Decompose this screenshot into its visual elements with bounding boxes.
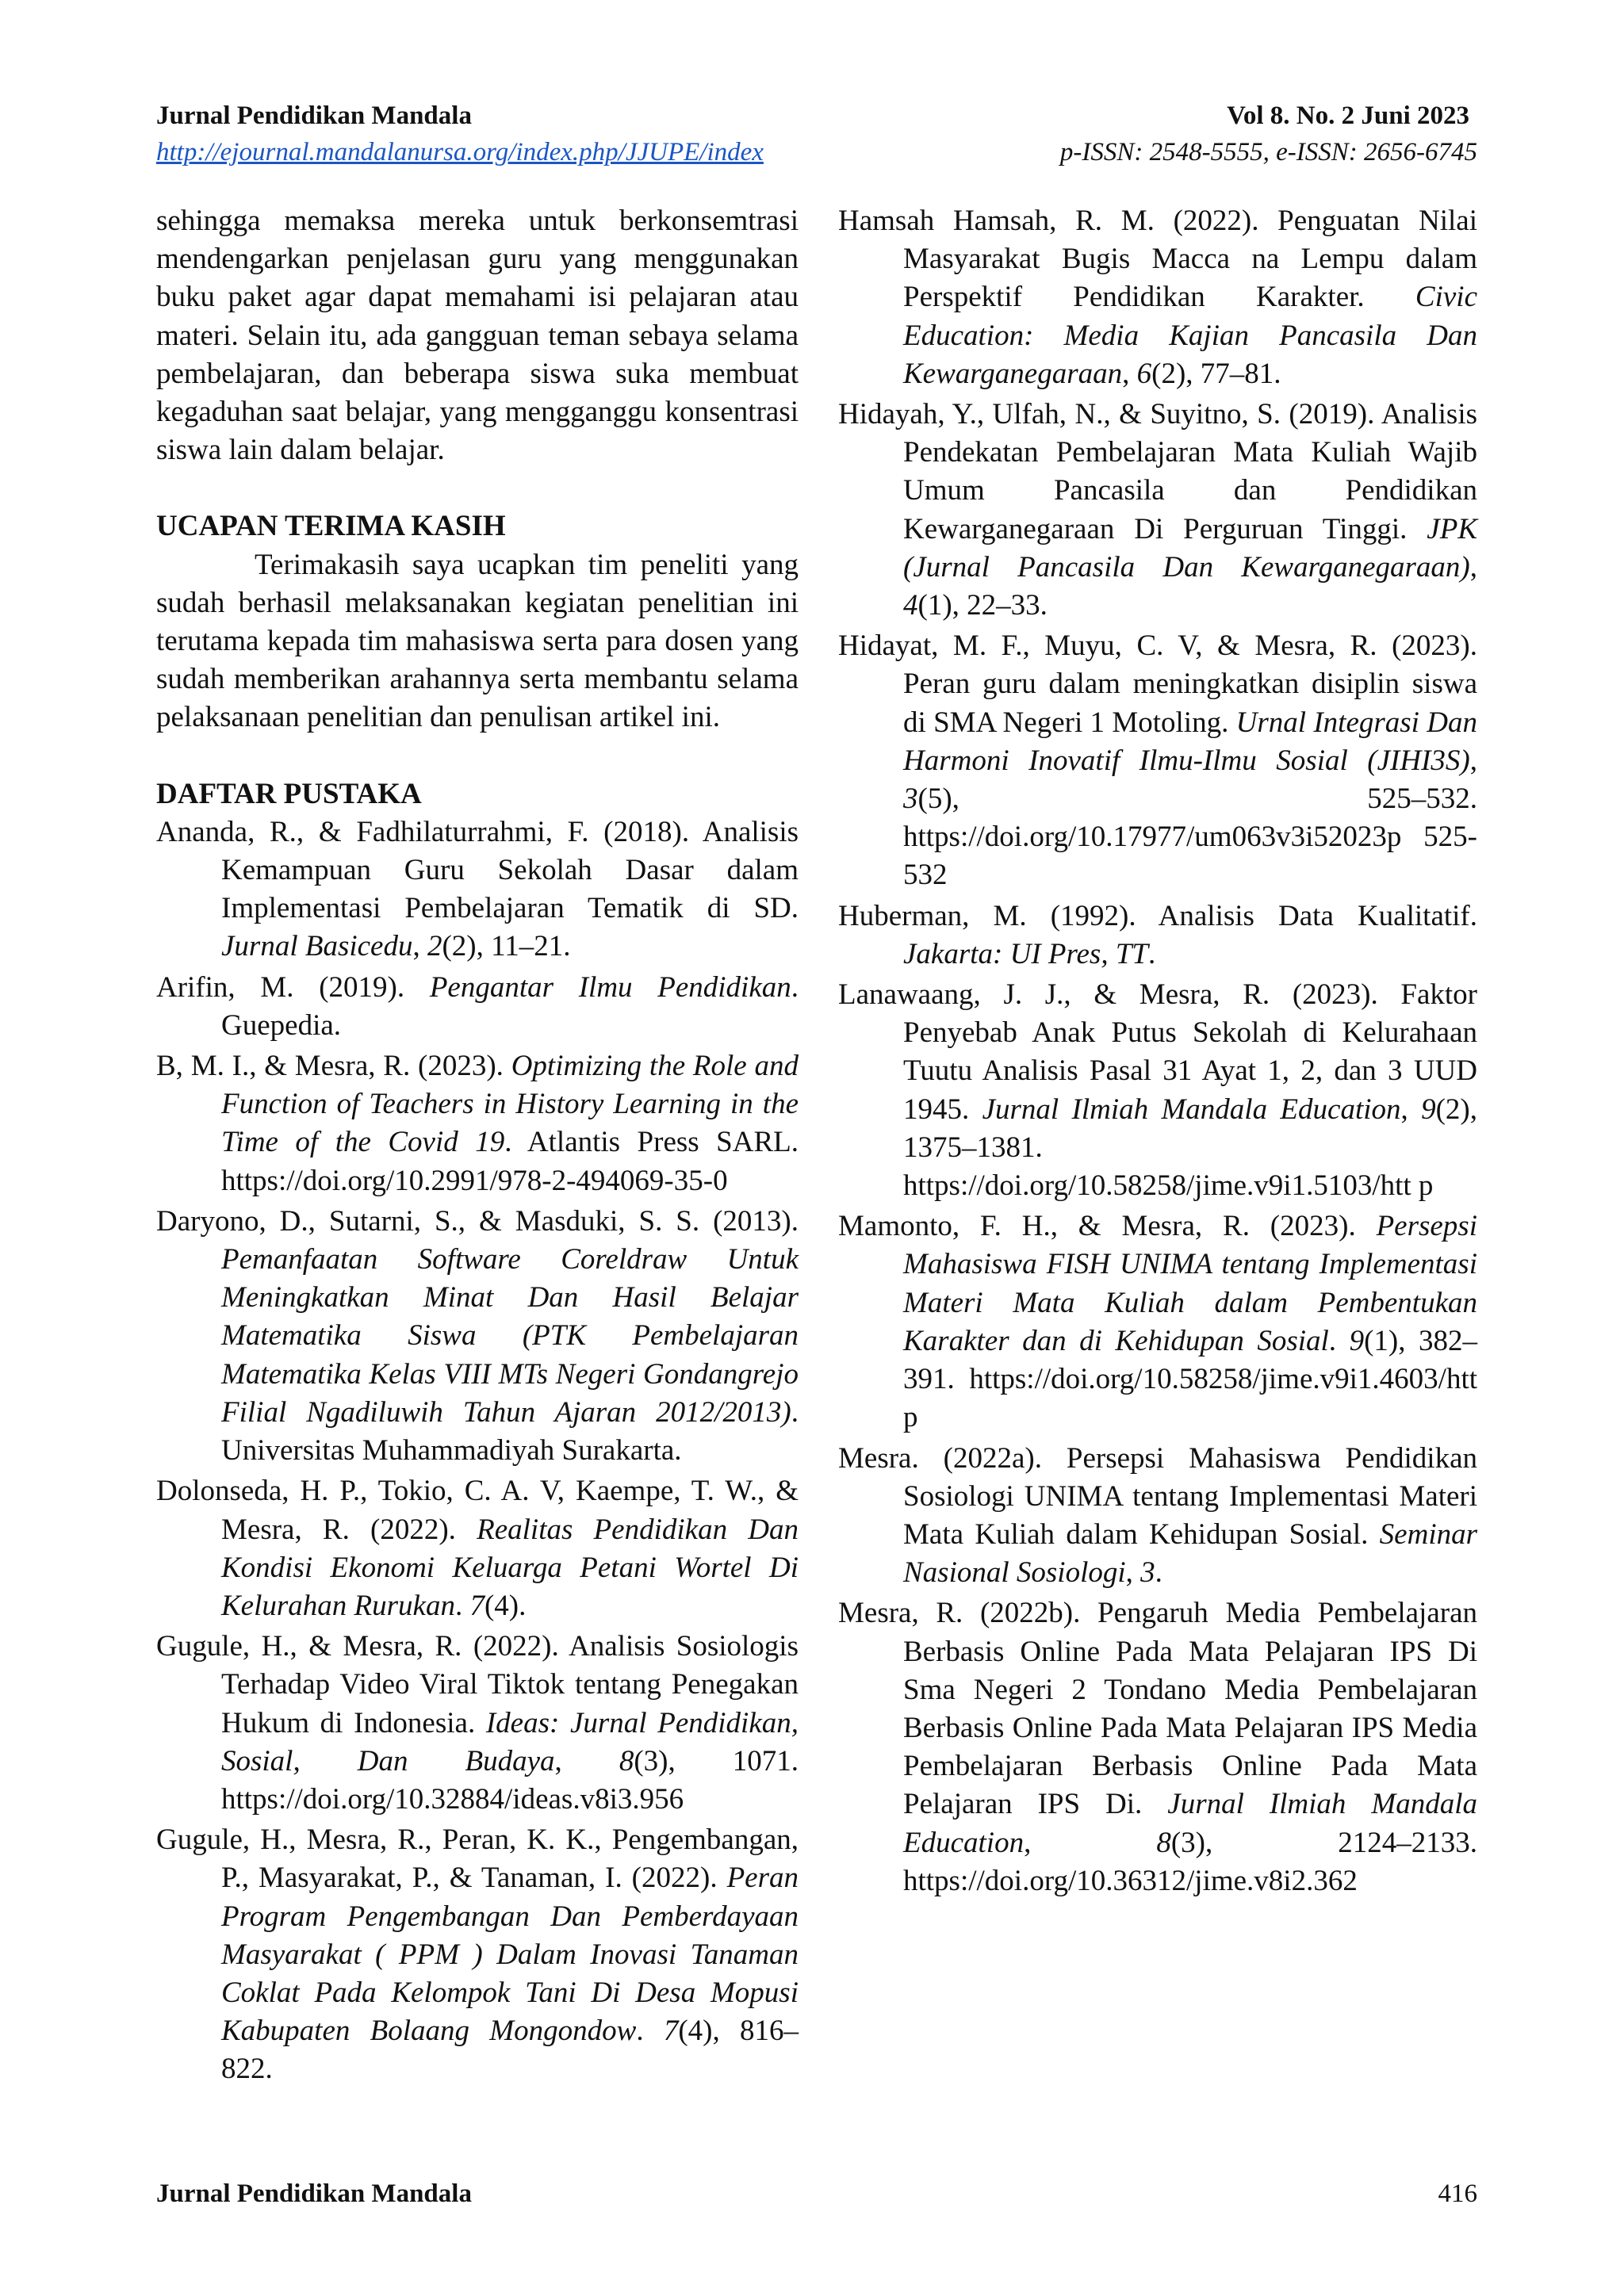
reference-entry bbox=[156, 1821, 799, 2088]
reference-pre: Mesra. (2022a). Persepsi Mahasiswa Pendidikan Sosiologi UNIMA tentang Implementasi Materi Mata Kuliah dalam Kehidupan Sosial. bbox=[838, 1441, 1477, 1551]
reference-it: Jurnal Ilmiah Mandala Education bbox=[982, 1093, 1401, 1126]
reference-pre: Hamsah Hamsah, R. M. (2022). Penguatan Nilai Masyarakat Bugis Macca na Lempu dalam Perspektif Pendidikan Karakter. bbox=[838, 205, 1477, 314]
reference-entry bbox=[156, 969, 799, 1045]
reference-it2: 3 bbox=[903, 783, 918, 816]
reference-it2: 7 bbox=[469, 1589, 485, 1622]
reference-it: Peran Program Pengembangan Dan Pemberdayaan Masyarakat ( PPM ) Dalam Inovasi Tanaman Coklat Pada Kelompok Tani Di Desa Mopusi Kabupaten Bolaang Mongondow bbox=[221, 1862, 799, 2048]
reference-entry bbox=[838, 897, 1477, 974]
reference-pre: Lanawaang, J. J., & Mesra, R. (2023). Faktor Penyebab Anak Putus Sekolah di Kelurahaan Tuutu Analisis Pasal 31 Ayat 1, 2, dan 3 UUD 1945. bbox=[838, 978, 1477, 1126]
reference-post: (3), 2124–2133. https://doi.org/10.36312/jime.v8i2.362 bbox=[903, 1826, 1477, 1897]
reference-post: (4). bbox=[484, 1589, 527, 1622]
reference-pre: Huberman, M. (1992). Analisis Data Kualitatif. bbox=[838, 899, 1477, 932]
reference-entry bbox=[838, 1207, 1477, 1437]
reference-it2: 9 bbox=[1421, 1093, 1436, 1126]
reference-pre: Arifin, M. (2019). bbox=[156, 970, 430, 1004]
intro-paragraph: sehingga memaksa mereka untuk berkonsemtrasi mendengarkan penjelasan guru yang menggunakan buku paket agar dapat memahami isi pelajaran atau materi. Selain itu, ada gangguan teman sebaya selama pembelajaran, dan beberapa siswa suka membuat kegaduhan saat belajar, yang mengganggu konsentrasi siswa lain dalam belajar. bbox=[156, 205, 799, 467]
reference-post: (1), 382–391. https://doi.org/10.58258/jime.v9i1.4603/htt p bbox=[903, 1324, 1477, 1434]
reference-it2: 8 bbox=[1156, 1826, 1171, 1859]
reference-pre: Dolonseda, H. P., Tokio, C. A. V, Kaempe, T. W., & Mesra, R. (2022). bbox=[156, 1475, 799, 1546]
reference-post: . bbox=[1155, 1556, 1162, 1590]
left-column bbox=[156, 202, 799, 2091]
right-column bbox=[838, 202, 1477, 1903]
reference-mid: , bbox=[1024, 1826, 1157, 1859]
acknowledgement-heading: UCAPAN TERIMA KASIH bbox=[156, 510, 506, 543]
reference-it2: 4 bbox=[903, 589, 918, 622]
reference-mid: , bbox=[1122, 357, 1137, 390]
reference-it: Realitas Pendidikan Dan Kondisi Ekonomi Keluarga Petani Wortel Di Kelurahan Rurukan bbox=[221, 1513, 799, 1622]
reference-list-left bbox=[156, 813, 799, 2089]
reference-pre: B, M. I., & Mesra, R. (2023). bbox=[156, 1050, 511, 1083]
reference-entry bbox=[838, 1440, 1477, 1593]
reference-it: Jurnal Basicedu bbox=[221, 930, 413, 963]
reference-entry bbox=[838, 202, 1477, 393]
reference-it2: 3 bbox=[1140, 1556, 1155, 1590]
reference-pre: Ananda, R., & Fadhilaturrahmi, F. (2018). Analisis Kemampuan Guru Sekolah Dasar dalam Implementasi Pembelajaran Tematik di SD. bbox=[156, 815, 799, 925]
reference-entry bbox=[838, 627, 1477, 894]
issn-info: p-ISSN: 2548-5555, e-ISSN: 2656-6745 bbox=[1059, 138, 1477, 166]
reference-pre: Mesra, R. (2022b). Pengaruh Media Pembelajaran Berbasis Online Pada Mata Pelajaran IPS Di Sma Negeri 2 Tondano Media Pembelajaran Berbasis Online Pada Mata Pelajaran IPS Media Pembelajaran Berbasis Online Pada Mata Pelajaran IPS Di. bbox=[838, 1597, 1477, 1821]
reference-mid: , bbox=[1400, 1093, 1422, 1126]
reference-mid: . bbox=[454, 1589, 470, 1622]
reference-mid: , bbox=[1469, 550, 1477, 584]
reference-it2: 2 bbox=[427, 930, 442, 963]
reference-it: Persepsi Mahasiswa FISH UNIMA tentang Implementasi Materi Mata Kuliah dalam Pembentukan Karakter dan di Kehidupan Sosial bbox=[903, 1210, 1477, 1357]
reference-it: Seminar Nasional Sosiologi bbox=[903, 1517, 1477, 1590]
volume-info: Vol 8. No. 2 Juni 2023 bbox=[1227, 101, 1469, 130]
reference-mid: . bbox=[1328, 1324, 1350, 1357]
page-number: 416 bbox=[1438, 2179, 1477, 2208]
reference-post: (2), 1375–1381. https://doi.org/10.58258/jime.v9i1.5103/htt p bbox=[903, 1093, 1478, 1203]
reference-entry bbox=[156, 1203, 799, 1470]
reference-entry bbox=[838, 976, 1477, 1205]
page-footer bbox=[156, 2176, 1477, 2211]
reference-post: (2), 11–21. bbox=[442, 930, 571, 963]
reference-post: (2), 77–81. bbox=[1151, 357, 1281, 390]
reference-it2: 7 bbox=[663, 2015, 679, 2048]
reference-it: Urnal Integrasi Dan Harmoni Inovatif Ilmu-Ilmu Sosial (JIHI3S) bbox=[903, 706, 1477, 777]
reference-it: Civic Education: Media Kajian Pancasila Dan Kewarganegaraan bbox=[903, 281, 1477, 390]
reference-it2: 9 bbox=[1349, 1324, 1365, 1357]
reference-pre: Hidayat, M. F., Muyu, C. V, & Mesra, R. (2023). Peran guru dalam meningkatkan disiplin siswa di SMA Negeri 1 Motoling. bbox=[838, 629, 1477, 739]
reference-it: Jurnal Ilmiah Mandala Education bbox=[903, 1788, 1477, 1859]
reference-entry bbox=[838, 1594, 1477, 1900]
reference-pre: Hidayah, Y., Ulfah, N., & Suyitno, S. (2019). Analisis Pendekatan Pembelajaran Mata Kuliah Wajib Umum Pancasila dan Pendidikan Kewarganegaraan Di Perguruan Tinggi. bbox=[838, 398, 1477, 545]
reference-post: (5), 525–532. https://doi.org/10.17977/um063v3i52023p 525-532 bbox=[903, 783, 1477, 892]
acknowledgement-text: Terimakasih saya ucapkan tim peneliti yang sudah berhasil melaksanakan kegiatan penelitian ini terutama kepada tim mahasiswa serta para dosen yang sudah memberikan arahannya serta membantu selama pelaksanaan penelitian dan penulisan artikel ini. bbox=[156, 548, 799, 734]
reference-it: Ideas: Jurnal Pendidikan, Sosial, Dan Budaya bbox=[221, 1706, 799, 1777]
reference-entry bbox=[838, 396, 1477, 625]
reference-post: (4), 816–822. bbox=[221, 2015, 799, 2086]
reference-entry bbox=[156, 1047, 799, 1200]
reference-it: Optimizing the Role and Function of Teachers in History Learning in the Time of the Covid 19 bbox=[221, 1050, 799, 1159]
reference-pre: Daryono, D., Sutarni, S., & Masduki, S. S. (2013). bbox=[156, 1204, 799, 1238]
reference-mid: . Atlantis Press SARL. https://doi.org/10.2991/978-2-494069-35-0 bbox=[221, 1126, 799, 1197]
reference-it: Pengantar Ilmu Pendidikan bbox=[429, 970, 791, 1004]
reference-pre: Mamonto, F. H., & Mesra, R. (2023). bbox=[838, 1210, 1377, 1243]
reference-mid: , bbox=[1125, 1556, 1141, 1590]
header-row-bottom bbox=[156, 135, 1477, 170]
reference-it: Pemanfaatan Software Coreldraw Untuk Meningkatkan Minat Dan Hasil Belajar Matematika Siswa (PTK Pembelajaran Matematika Kelas VIII MTs Negeri Gondangrejo Filial Ngadiluwih Tahun Ajaran 2012/2013) bbox=[221, 1243, 799, 1429]
reference-mid: . Guepedia. bbox=[221, 970, 799, 1042]
reference-entry bbox=[156, 813, 799, 966]
reference-it2: 6 bbox=[1136, 357, 1152, 390]
reference-pre: Gugule, H., Mesra, R., Peran, K. K., Pengembangan, P., Masyarakat, P., & Tanaman, I. (2022). bbox=[156, 1823, 799, 1895]
reference-list-right bbox=[838, 202, 1477, 1900]
reference-entry bbox=[156, 1472, 799, 1625]
reference-mid: , bbox=[412, 930, 427, 963]
journal-url-link[interactable]: http://ejournal.mandalanursa.org/index.php/JJUPE/index bbox=[156, 138, 764, 166]
reference-mid: . bbox=[1148, 937, 1156, 970]
reference-mid: , bbox=[554, 1744, 619, 1777]
reference-mid: . Universitas Muhammadiyah Surakarta. bbox=[221, 1395, 799, 1468]
reference-it2: 8 bbox=[619, 1744, 634, 1777]
reference-it: JPK (Jurnal Pancasila Dan Kewarganegaraan) bbox=[903, 512, 1477, 584]
reference-pre: Gugule, H., & Mesra, R. (2022). Analisis Sosiologis Terhadap Video Viral Tiktok tentang Penegakan Hukum di Indonesia. bbox=[156, 1630, 799, 1739]
header-row-top bbox=[156, 97, 1477, 135]
journal-title: Jurnal Pendidikan Mandala bbox=[156, 101, 472, 130]
reference-post: (1), 22–33. bbox=[917, 589, 1048, 622]
footer-journal-title: Jurnal Pendidikan Mandala bbox=[156, 2179, 472, 2208]
page-header bbox=[156, 97, 1477, 170]
reference-post: (3), 1071. https://doi.org/10.32884/ideas.v8i3.956 bbox=[221, 1744, 799, 1816]
reference-entry bbox=[156, 1628, 799, 1819]
reference-mid: , bbox=[1469, 744, 1477, 777]
reference-it: Jakarta: UI Pres, TT bbox=[903, 937, 1148, 970]
references-heading: DAFTAR PUSTAKA bbox=[156, 777, 422, 810]
reference-mid: . bbox=[636, 2015, 664, 2048]
